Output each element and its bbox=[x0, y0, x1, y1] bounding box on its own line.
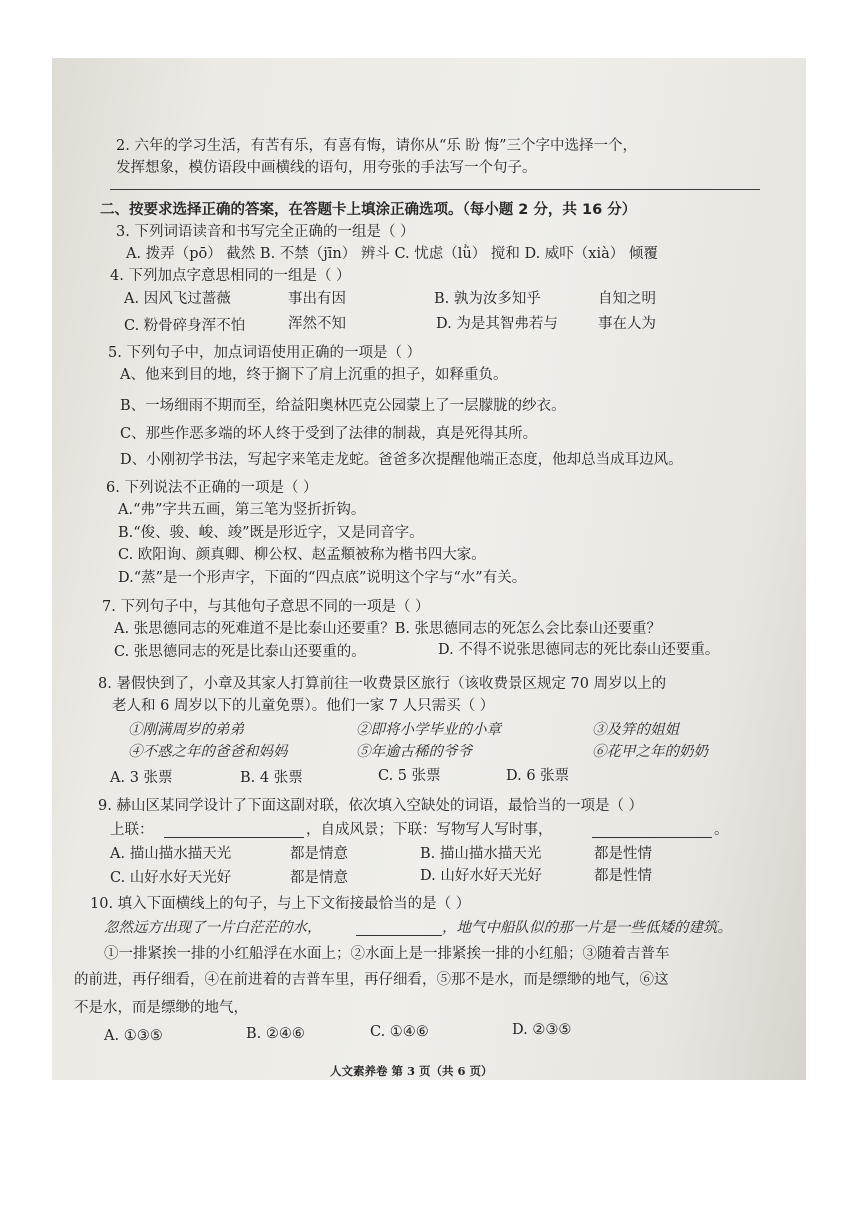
q8-option-a: A. 3 张票 bbox=[110, 770, 173, 786]
q5-option-b: B、一场细雨不期而至，给益阳奥林匹克公园蒙上了一层朦胧的纱衣。 bbox=[120, 398, 566, 414]
q5-option-c: C、那些作恶多端的坏人终于受到了法律的制裁，真是死得其所。 bbox=[120, 426, 538, 442]
exam-page bbox=[52, 58, 806, 1080]
q4-option-d-compare: 事在人为 bbox=[598, 316, 656, 332]
q10-choice-line3: 不是水，而是缥缈的地气， bbox=[74, 1000, 248, 1016]
q10-option-b: B. ②④⑥ bbox=[246, 1026, 305, 1042]
q8-member-1: ①刚满周岁的弟弟 bbox=[128, 722, 244, 738]
answer-line bbox=[110, 189, 760, 190]
q7-options-ab: A. 张思德同志的死难道不是比泰山还要重？B. 张思德同志的死怎么会比泰山还要重？ bbox=[114, 621, 662, 637]
q4-stem: 4. 下列加点字意思相同的一组是（ ） bbox=[110, 268, 351, 284]
q10-option-c: C. ①④⑥ bbox=[370, 1024, 429, 1040]
q10-blank bbox=[356, 935, 442, 936]
q6-option-b: B.“俊、骏、峻、竣”既是形近字，又是同音字。 bbox=[118, 525, 424, 541]
q7-option-c: C. 张思德同志的死是比泰山还要重的。 bbox=[114, 644, 366, 660]
q9-option-c: C. 山好水好天光好 bbox=[110, 870, 232, 886]
q10-option-a: A. ①③⑤ bbox=[104, 1028, 163, 1044]
q4-option-a: A. 因风飞过蔷薇 bbox=[124, 291, 231, 307]
q8-option-b: B. 4 张票 bbox=[240, 770, 303, 786]
q10-choice-line2: 的前进，再仔细看，④在前进着的吉普车里，再仔细看，⑤那不是水，而是缥缈的地气，⑥这 bbox=[74, 972, 669, 988]
q3-options: A. 拨弄（pō） 截然 B. 不禁（jīn） 辨斗 C. 忧虑（lǜ） 搅和 D. 威吓（xià） 倾覆 bbox=[126, 246, 658, 262]
q6-option-d: D.“蒸”是一个形声字，下面的“四点底”说明这个字与“水”有关。 bbox=[118, 570, 527, 586]
q9-couplet-second: ，自成风景；下联：写物写人写时事， bbox=[306, 822, 553, 838]
q7-option-d: D. 不得不说张思德同志的死比泰山还要重。 bbox=[438, 642, 720, 658]
q9-stem: 9. 赫山区某同学设计了下面这副对联，依次填入空缺处的词语，最恰当的一项是（ ） bbox=[98, 798, 644, 814]
q8-member-6: ⑥花甲之年的奶奶 bbox=[592, 744, 708, 760]
q9-option-a: A. 描山描水描天光 bbox=[110, 846, 232, 862]
q9-option-d: D. 山好水好天光好 bbox=[420, 868, 542, 884]
q4-option-b-compare: 自知之明 bbox=[598, 291, 656, 307]
q4-option-d: D. 为是其智弗若与 bbox=[436, 316, 558, 332]
q9-option-b-word: 都是性情 bbox=[594, 846, 652, 862]
q4-option-c-compare: 浑然不知 bbox=[288, 316, 346, 332]
q9-option-b: B. 描山描水描天光 bbox=[420, 846, 542, 862]
q5-option-d: D、小刚初学书法，写起字来笔走龙蛇。爸爸多次提醒他端正态度，他却总当成耳边风。 bbox=[120, 452, 683, 468]
q8-option-c: C. 5 张票 bbox=[378, 768, 441, 784]
q8-member-5: ⑤年逾古稀的爷爷 bbox=[356, 744, 472, 760]
q10-choice-line1: ①一排紧挨一排的小红船浮在水面上；②水面上是一排紧挨一排的小红船；③随着吉普车 bbox=[104, 946, 670, 962]
section-heading: 二、按要求选择正确的答案，在答题卡上填涂正确选项。（每小题 2 分，共 16 分） bbox=[100, 202, 637, 218]
q9-option-a-word: 都是情意 bbox=[290, 846, 348, 862]
page-footer: 人文素养卷 第 3 页（共 6 页） bbox=[330, 1064, 493, 1078]
q8-member-3: ③及笄的姐姐 bbox=[592, 722, 679, 738]
q2-line2: 发挥想象，模仿语段中画横线的语句，用夸张的手法写一个句子。 bbox=[116, 160, 537, 176]
q2-line1: 2. 六年的学习生活，有苦有乐，有喜有悔，请你从“乐 盼 悔”三个字中选择一个， bbox=[116, 138, 637, 154]
q9-couplet-first: 上联： bbox=[110, 822, 154, 838]
q7-stem: 7. 下列句子中，与其他句子意思不同的一项是（ ） bbox=[102, 599, 430, 615]
q8-member-2: ②即将小学毕业的小章 bbox=[356, 722, 501, 738]
q9-option-c-word: 都是情意 bbox=[290, 870, 348, 886]
q8-member-4: ④不惑之年的爸爸和妈妈 bbox=[128, 744, 288, 760]
q4-option-c: C. 粉骨碎身浑不怕 bbox=[124, 318, 246, 334]
q6-option-a: A.“弗”字共五画，第三笔为竖折折钩。 bbox=[118, 502, 366, 518]
q6-stem: 6. 下列说法不正确的一项是（ ） bbox=[106, 480, 318, 496]
q10-stem: 10. 填入下面横线上的句子，与上下文衔接最恰当的是（ ） bbox=[90, 896, 471, 912]
q8-option-d: D. 6 张票 bbox=[506, 768, 570, 784]
q4-option-b: B. 孰为汝多知乎 bbox=[434, 291, 541, 307]
q3-stem: 3. 下列词语读音和书写完全正确的一组是（ ） bbox=[116, 224, 415, 240]
q10-passage-end: ，地气中船队似的那一片是一些低矮的建筑。 bbox=[442, 920, 732, 936]
q5-option-a: A、他来到目的地，终于搁下了肩上沉重的担子，如释重负。 bbox=[120, 367, 508, 383]
q10-passage-start: 忽然远方出现了一片白茫茫的水， bbox=[104, 920, 322, 936]
q4-option-a-compare: 事出有因 bbox=[288, 291, 346, 307]
q6-option-c: C. 欧阳询、颜真卿、柳公权、赵孟頫被称为楷书四大家。 bbox=[118, 547, 486, 563]
q10-option-d: D. ②③⑤ bbox=[512, 1022, 572, 1038]
q9-couplet-end: 。 bbox=[714, 822, 729, 838]
q9-blank-2 bbox=[592, 837, 712, 838]
q8-stem-line1: 8. 暑假快到了，小章及其家人打算前往一收费景区旅行（该收费景区规定 70 周岁以上的 bbox=[98, 676, 667, 692]
q5-stem: 5. 下列句子中，加点词语使用正确的一项是（ ） bbox=[108, 345, 422, 361]
q8-stem-line2: 老人和 6 周岁以下的儿童免票）。他们一家 7 人只需买（ ） bbox=[112, 698, 495, 714]
q9-blank-1 bbox=[164, 837, 304, 838]
q9-option-d-word: 都是性情 bbox=[594, 868, 652, 884]
